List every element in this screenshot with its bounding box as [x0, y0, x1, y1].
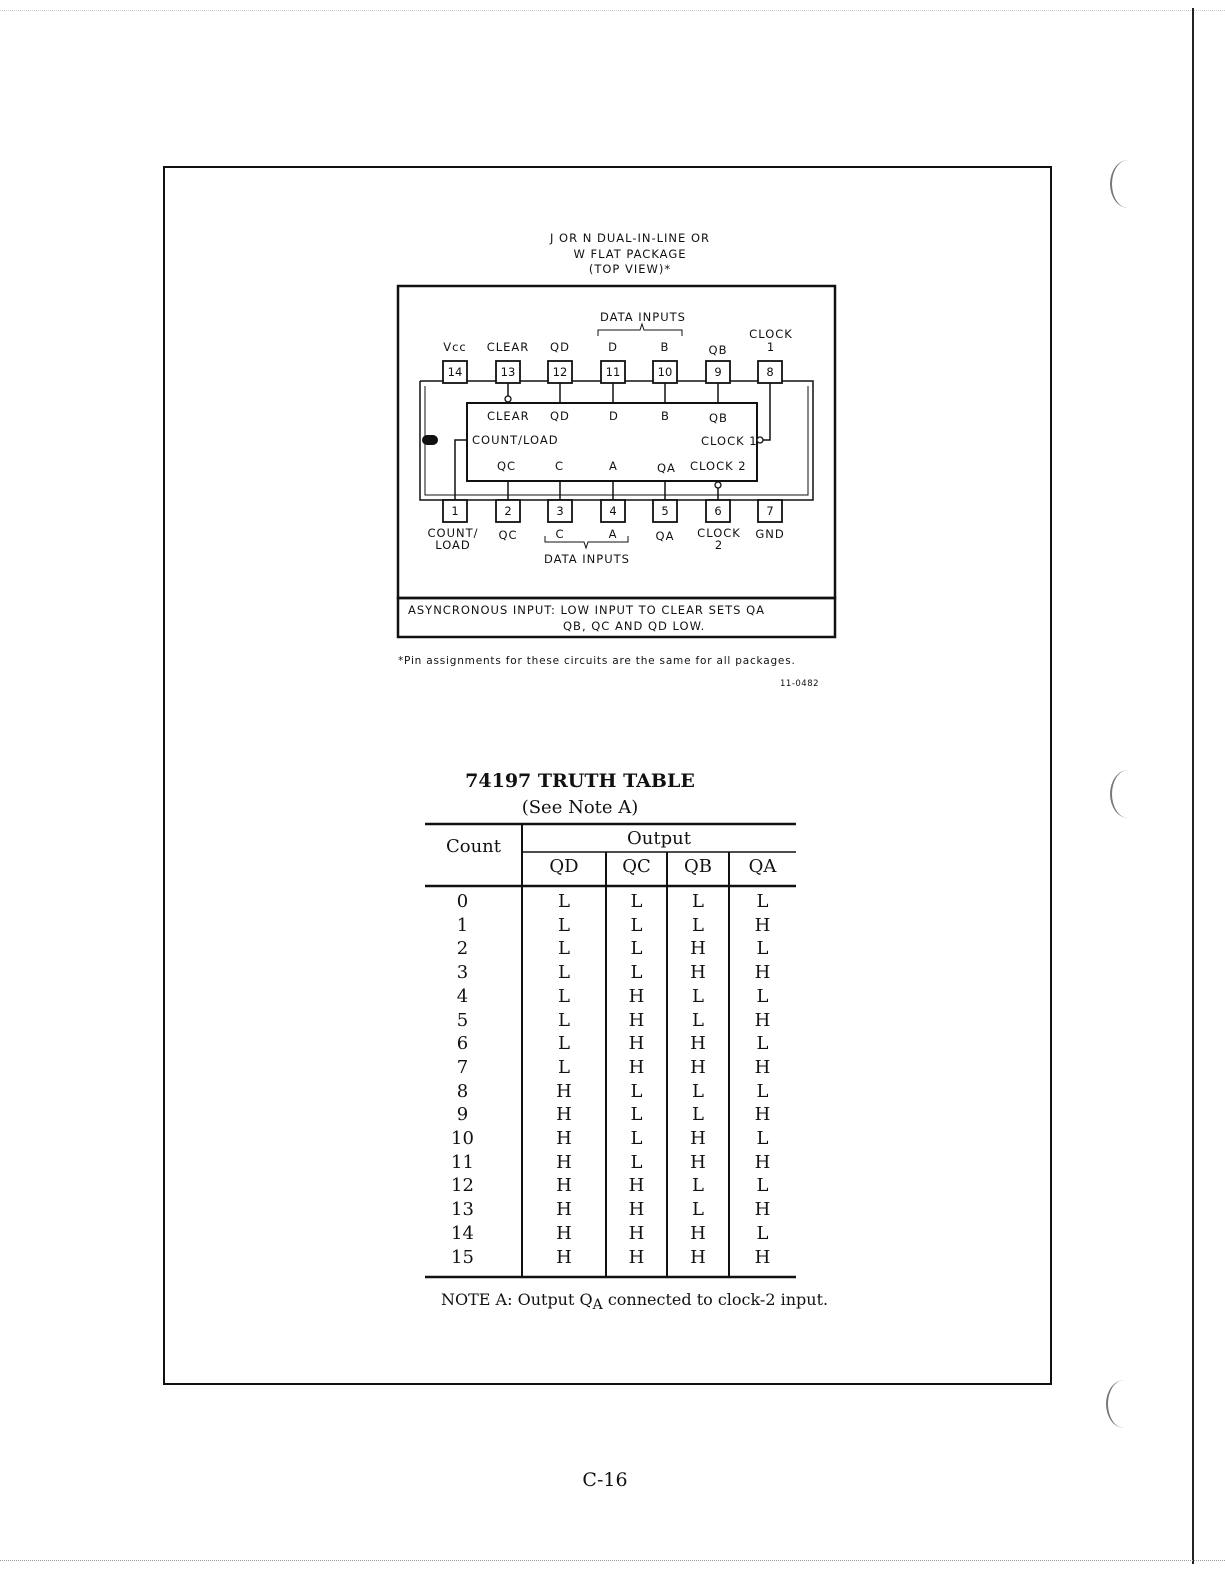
chip-label: QB: [709, 411, 728, 425]
pin-number: 11: [605, 365, 621, 379]
chip-label: QC: [497, 459, 517, 473]
table-row: [425, 1128, 796, 1151]
table-cell-count: 7: [456, 1056, 469, 1078]
pin-number: 5: [661, 504, 669, 518]
table-cell-qd: H: [556, 1151, 572, 1173]
package-title-line2: W FLAT PACKAGE: [573, 246, 687, 261]
package-title-line1: J OR N DUAL-IN-LINE OR: [549, 231, 710, 245]
table-cell-qa: H: [754, 1104, 771, 1126]
pin-number: 12: [552, 365, 568, 379]
table-row: [425, 891, 796, 914]
table-cell-qd: H: [556, 1104, 572, 1126]
table-cell-qd: H: [556, 1175, 572, 1197]
table-row: [425, 1057, 796, 1080]
table-cell-qb: L: [692, 891, 704, 912]
column-header-qa: QA: [748, 856, 777, 877]
table-cell-count: 10: [451, 1128, 474, 1149]
table-cell-qb: H: [690, 1128, 706, 1149]
table-cell-qb: H: [690, 962, 706, 984]
table-cell-qa: L: [756, 1175, 769, 1197]
chip-label: CLEAR: [487, 409, 530, 423]
chip-label: CLOCK 2: [690, 459, 747, 473]
table-cell-qc: L: [630, 914, 643, 936]
table-cell-qb: L: [692, 1199, 704, 1221]
table-row: [425, 1033, 796, 1056]
truth-table-note: [441, 1290, 828, 1313]
async-note-line2: QB, QC AND QD LOW.: [563, 619, 706, 633]
pin-label: CLEAR: [486, 340, 530, 354]
table-cell-qc: H: [628, 985, 645, 1007]
table-cell-qb: H: [690, 938, 706, 960]
pin-number: 14: [447, 365, 463, 379]
page-number: C-16: [582, 1469, 628, 1491]
table-cell-qd: H: [556, 1246, 572, 1268]
data-inputs-label-top: DATA INPUTS: [600, 310, 686, 324]
table-cell-qc: H: [628, 1222, 645, 1244]
table-cell-count: 4: [456, 985, 469, 1007]
truth-table-subtitle: (See Note A): [521, 797, 639, 818]
pin-number: 9: [714, 365, 722, 379]
pin-label: Vcc: [443, 340, 467, 354]
pin-number: 6: [714, 504, 722, 518]
pin-label: GND: [755, 527, 785, 541]
table-row: [425, 1104, 796, 1127]
table-cell-qb: L: [692, 1175, 704, 1197]
chip-label: B: [661, 409, 670, 423]
table-cell-qd: L: [558, 891, 570, 912]
table-cell-qa: H: [754, 1009, 771, 1031]
pin-label: CLOCK 1: [749, 327, 793, 354]
table-cell-qc: H: [628, 1175, 645, 1197]
data-inputs-label-bottom: DATA INPUTS: [544, 552, 630, 566]
note-prefix: NOTE A: Output Q: [441, 1290, 593, 1309]
table-cell-qb: H: [690, 1246, 706, 1268]
table-cell-qd: L: [558, 1056, 570, 1078]
chip-label: A: [609, 459, 618, 473]
pin-label: QD: [550, 340, 570, 354]
table-cell-qb: L: [692, 914, 704, 936]
table-cell-qd: H: [556, 1199, 572, 1221]
table-cell-count: 11: [451, 1151, 474, 1173]
table-cell-qb: H: [690, 1056, 706, 1078]
figure-number: 11-0482: [780, 679, 820, 689]
table-cell-qc: L: [630, 1104, 643, 1126]
chip-label: QD: [550, 409, 570, 423]
pin-label: CLOCK 2: [697, 526, 741, 552]
table-cell-qb: L: [692, 1104, 704, 1126]
table-cell-count: 14: [451, 1222, 474, 1244]
table-cell-qb: H: [690, 1151, 706, 1173]
table-cell-qc: H: [628, 1033, 645, 1055]
table-cell-qa: H: [754, 1151, 771, 1173]
chip-label: QA: [657, 461, 676, 475]
table-cell-qa: L: [756, 938, 769, 960]
bottom-edge-dots: [0, 1560, 1225, 1561]
table-cell-qa: H: [754, 1246, 771, 1268]
table-row: [425, 1152, 796, 1175]
table-cell-qd: H: [556, 1080, 572, 1102]
table-cell-count: 1: [456, 914, 469, 936]
table-cell-qa: L: [756, 1128, 769, 1149]
pin-number: 8: [766, 365, 774, 379]
table-cell-count: 9: [456, 1104, 469, 1126]
table-cell-qc: L: [630, 962, 643, 984]
pin-label: D: [608, 340, 618, 354]
table-cell-qd: L: [558, 962, 570, 984]
table-cell-qc: H: [628, 1056, 645, 1078]
table-cell-qb: L: [692, 1009, 704, 1031]
table-cell-qa: H: [754, 1056, 771, 1078]
chip-label: COUNT/LOAD: [472, 433, 559, 447]
table-row: [425, 915, 796, 938]
table-row: [425, 1081, 796, 1104]
table-cell-qd: L: [558, 914, 570, 936]
table-cell-qa: L: [756, 891, 769, 912]
table-cell-count: 2: [456, 938, 469, 960]
pin-label: QB: [708, 343, 728, 357]
column-header-qd: QD: [549, 856, 579, 877]
truth-table-title: 74197 TRUTH TABLE: [465, 770, 695, 792]
pin-label: COUNT/ LOAD: [427, 526, 479, 552]
table-cell-qc: L: [630, 1128, 643, 1149]
package-title-line3: (TOP VIEW)*: [588, 262, 672, 276]
table-cell-qb: L: [692, 1080, 704, 1102]
table-cell-qc: H: [628, 1009, 645, 1031]
table-cell-qc: L: [630, 1080, 643, 1102]
async-note-line1: ASYNCRONOUS INPUT: LOW INPUT TO CLEAR SETS QA: [408, 603, 766, 617]
pin-assignment-footnote: *Pin assignments for these circuits are the same for all packages.: [398, 655, 796, 667]
note-subscript: A: [592, 1297, 603, 1314]
pin-label: QA: [655, 529, 675, 543]
table-cell-qc: H: [628, 1246, 645, 1268]
table-cell-qa: H: [754, 1199, 771, 1221]
table-cell-count: 0: [456, 891, 469, 912]
chip-label: D: [609, 409, 619, 423]
table-cell-count: 6: [456, 1033, 469, 1055]
column-header-qc: QC: [622, 856, 651, 877]
table-cell-qd: L: [558, 938, 570, 960]
pin-number: 1: [451, 504, 459, 518]
note-suffix: connected to clock-2 input.: [602, 1290, 829, 1309]
table-cell-qc: L: [630, 938, 643, 960]
table-cell-qb: H: [690, 1222, 706, 1244]
table-cell-qd: L: [558, 985, 570, 1007]
pin-label: A: [608, 527, 618, 541]
chip-label: C: [555, 459, 565, 473]
pin-number: 3: [556, 504, 564, 518]
table-cell-count: 5: [456, 1009, 469, 1031]
table-cell-qa: L: [756, 1033, 769, 1055]
punch-hole-bottom: [1106, 1380, 1142, 1428]
table-cell-qd: H: [556, 1222, 572, 1244]
table-row: [425, 1175, 796, 1198]
table-cell-qa: L: [756, 1222, 769, 1244]
output-header: Output: [627, 828, 691, 849]
table-row: [425, 962, 796, 985]
table-cell-count: 15: [451, 1246, 474, 1268]
table-cell-count: 3: [456, 962, 469, 984]
pin-label: QC: [498, 528, 518, 542]
table-cell-count: 8: [456, 1080, 469, 1102]
pin-number: 10: [657, 365, 673, 379]
table-cell-qc: H: [628, 1199, 645, 1221]
table-cell-qb: L: [692, 985, 704, 1007]
pin-number: 7: [766, 504, 774, 518]
table-cell-count: 13: [451, 1199, 474, 1221]
pin-number: 2: [504, 504, 512, 518]
table-row: [425, 1010, 796, 1033]
table-row: [425, 938, 796, 961]
pin-number: 4: [609, 504, 617, 518]
table-cell-qc: L: [630, 891, 643, 912]
table-cell-qa: H: [754, 914, 771, 936]
table-cell-qc: L: [630, 1151, 643, 1173]
chip-label: CLOCK 1: [701, 434, 758, 448]
table-row: [425, 1199, 796, 1222]
table-cell-qd: H: [556, 1128, 572, 1149]
table-cell-qa: L: [756, 985, 769, 1007]
table-cell-qa: H: [754, 962, 771, 984]
table-cell-count: 12: [451, 1175, 474, 1197]
table-row: [425, 1247, 796, 1270]
table-row: [425, 1223, 796, 1246]
table-row: [425, 986, 796, 1009]
table-cell-qa: L: [756, 1080, 769, 1102]
table-cell-qb: H: [690, 1033, 706, 1055]
pin-number: 13: [500, 365, 516, 379]
pin-label: B: [660, 340, 670, 354]
count-header: Count: [445, 836, 502, 857]
column-header-qb: QB: [684, 856, 712, 877]
pin-label: C: [555, 527, 565, 541]
table-cell-qd: L: [558, 1033, 570, 1055]
table-cell-qd: L: [558, 1009, 570, 1031]
